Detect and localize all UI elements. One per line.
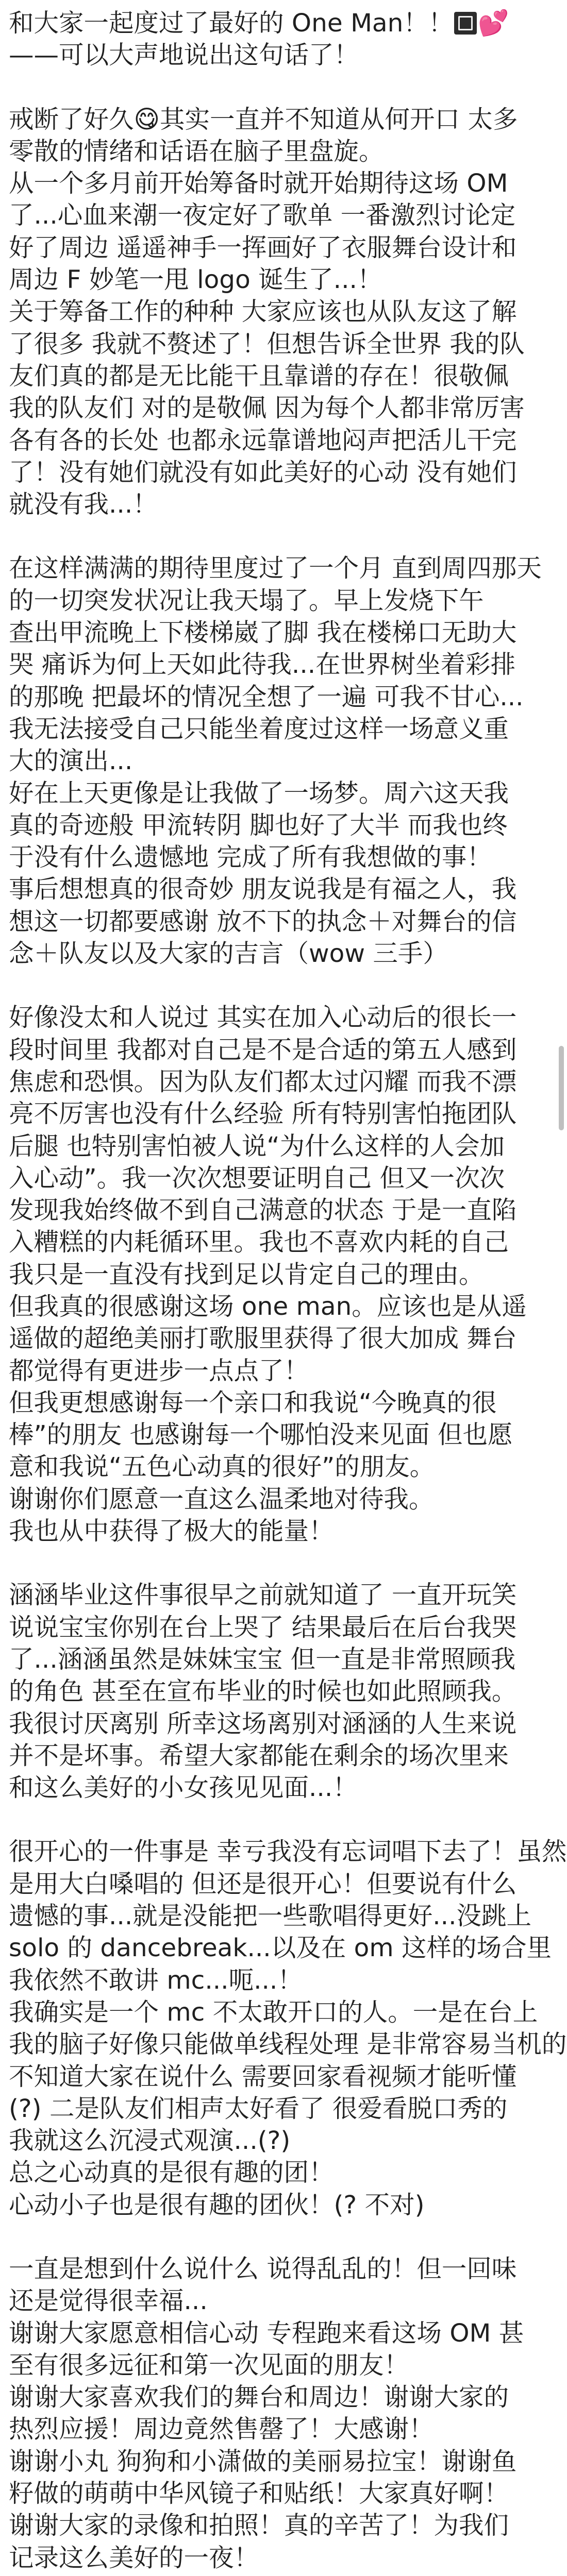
post-line [9, 2574, 545, 2576]
post-line: 谢谢小丸 狗狗和小潇做的美丽易拉宝！谢谢鱼 [9, 2447, 517, 2476]
post-line: 的一切突发状况让我天塌了。早上发烧下午 [9, 586, 484, 615]
post-line: 我只是一直没有找到足以肯定自己的理由。 [9, 1260, 484, 1289]
post-line: 说说宝宝你别在台上哭了 结果最后在后台我哭 [9, 1613, 517, 1642]
post-line: 我无法接受自己只能坐着度过这样一场意义重 [9, 714, 509, 743]
post-line: 的那晚 把最坏的情况全想了一遍 可我不甘心... [9, 682, 524, 711]
post-line: 哭 痛诉为何上天如此待我...在世界树坐着彩排 [9, 650, 516, 680]
post-line: 周边 F 妙笔一甩 logo 诞生了...！ [9, 265, 382, 295]
post-line: 我的脑子好像只能做单线程处理 是非常容易当机的 [9, 2030, 567, 2059]
post-line: 和大家一起度过了最好的 One Man！！ 💕 [9, 9, 509, 38]
post-line: 谢谢大家喜欢我们的舞台和周边！谢谢大家的 [9, 2383, 509, 2412]
post-line: 还是觉得很幸福... [9, 2286, 208, 2316]
post-section-intro [9, 7, 545, 72]
post-line: 遥做的超绝美丽打歌服里获得了很大加成 舞台 [9, 1324, 517, 1353]
post-line: 我依然不敢讲 mc...呃...！ [9, 1965, 303, 1995]
post-line: 事后想想真的很奇妙 朋友说我是有福之人，我 [9, 875, 517, 904]
paragraph-gap [9, 1804, 545, 1836]
post-line: 我确实是一个 mc 不太敢开口的人。一是在台上 [9, 1997, 538, 2027]
post-line: 至有很多远征和第一次见面的朋友！ [9, 2350, 409, 2380]
post-line: 入心动”。我一次次想要证明自己 但又一次次 [9, 1163, 505, 1193]
post-line: 一直是想到什么说什么 说得乱乱的！但一回味 [9, 2255, 517, 2283]
post-line: 大的演出... [9, 747, 133, 776]
post-line: 谢谢你们愿意一直这么温柔地对待我。 [9, 1484, 434, 1514]
post-line: 好在上天更像是让我做了一场梦。周六这天我 [9, 778, 509, 808]
post-section-thanks [9, 2253, 545, 2576]
post-line: solo 的 dancebreak...以及在 om 这样的场合里 [9, 1934, 552, 1963]
post-line: 的角色 甚至在宣布毕业的时候也如此照顾我。 [9, 1677, 517, 1706]
post-line: 真的奇迹般 甲流转阴 脚也好了大半 而我也终 [9, 810, 508, 840]
post-line: 入糟糕的内耗循环里。我也不喜欢内耗的自己 [9, 1228, 509, 1257]
paragraph-gap [9, 1547, 545, 1579]
post-section-graduation [9, 1579, 545, 1804]
paragraph-gap [9, 72, 545, 104]
post-line: 后腿 也特别害怕被人说“为什么这样的人会加 [9, 1131, 505, 1161]
paragraph-gap [9, 520, 545, 552]
post-line: 都觉得有更进步一点点了！ [9, 1356, 309, 1385]
paragraph-gap [9, 2221, 545, 2253]
post-line: 焦虑和恐惧。因为队友们都太过闪耀 而我不漂 [9, 1067, 517, 1096]
post-line: 不知道大家在说什么 需要回家看视频才能听懂 [9, 2062, 517, 2091]
post-line: 了！没有她们就没有如此美好的心动 没有她们 [9, 457, 517, 487]
post-line: 谢谢大家的录像和拍照！真的辛苦了！为我们 [9, 2511, 509, 2540]
post-line: 意和我说“五色心动真的很好”的朋友。 [9, 1452, 435, 1482]
post-line: 好了周边 遥遥神手一挥画好了衣服舞台设计和 [9, 233, 517, 262]
post-line: 段时间里 我都对自己是不是合适的第五人感到 [9, 1035, 517, 1064]
post-section-anxiety [9, 1002, 545, 1547]
post-line: 友们真的都是无比能干且靠谱的存在！很敬佩 [9, 361, 509, 391]
note-icon [454, 12, 477, 35]
post-line: 记录这么美好的一夜！ [9, 2543, 259, 2572]
post-line: 了很多 我就不赘述了！但想告诉全世界 我的队 [9, 329, 525, 359]
post-line: 亮不厉害也没有什么经验 所有特别害怕拖团队 [9, 1099, 517, 1129]
post-line: 很开心的一件事是 幸亏我没有忘词唱下去了！虽然 [9, 1837, 567, 1867]
post-line: 了...心血来潮一夜定好了歌单 一番激烈讨论定 [9, 201, 516, 230]
post-line: 心动小子也是很有趣的团伙！(? 不对) [9, 2190, 425, 2219]
post-line: 是用大白嗓唱的 但还是很开心！但要说有什么 [9, 1869, 517, 1899]
post-line: 但我更想感谢每一个亲口和我说“今晚真的很 [9, 1388, 497, 1417]
post-line: 从一个多月前开始筹备时就开始期待这场 OM [9, 169, 508, 198]
post-line: 涵涵毕业这件事很早之前就知道了 一直开玩笑 [9, 1581, 517, 1610]
post-line: 籽做的萌萌中华风镜子和贴纸！大家真好啊！ [9, 2479, 509, 2509]
post-line: 于没有什么遗憾地 完成了所有我想做的事！ [9, 843, 492, 872]
post-line: 并不是坏事。希望大家都能在剩余的场次里来 [9, 1741, 509, 1770]
post-line: 想这一切都要感谢 放不下的执念＋对舞台的信 [9, 907, 517, 936]
heart-icon: 💕 [478, 9, 509, 38]
post-line: 总之心动真的是很有趣的团！ [9, 2158, 334, 2188]
post-line: 我的队友们 对的是敬佩 因为每个人都非常厉害 [9, 394, 525, 423]
post-line: 零散的情绪和话语在脑子里盘旋。 [9, 137, 384, 166]
post-line: 关于筹备工作的种种 大家应该也从队友这了解 [9, 297, 517, 327]
post-line: 遗憾的事...就是没能把一些歌唱得更好...没跳上 [9, 1902, 532, 1931]
post-line: 热烈应援！周边竟然售罄了！大感谢！ [9, 2415, 434, 2444]
post-line: 谢谢大家愿意相信心动 专程跑来看这场 OM 甚 [9, 2318, 524, 2348]
post-line: 在这样满满的期待里度过了一个月 直到周四那天 [9, 554, 542, 583]
paragraph-gap [9, 970, 545, 1002]
post-line: 了...涵涵虽然是妹妹宝宝 但一直是非常照顾我 [9, 1645, 516, 1674]
post-line: 发现我始终做不到自己满意的状态 于是一直陷 [9, 1196, 517, 1225]
post-line: (?) 二是队友们相声太好看了 很爱看脱口秀的 [9, 2094, 508, 2123]
post-section-performance [9, 1836, 567, 2221]
post-line: 棒”的朋友 也感谢每一个哪怕没来见面 但也愿 [9, 1420, 513, 1450]
post-line: 戒断了好久😋其实一直并不知道从何开口 太多 [9, 105, 518, 134]
post-line: 我很讨厌离别 所幸这场离别对涵涵的人生来说 [9, 1709, 517, 1738]
post-section-illness [9, 552, 545, 970]
post-line: 我也从中获得了极大的能量！ [9, 1517, 334, 1546]
post-line: 我就这么沉浸式观演...(?) [9, 2126, 291, 2156]
post-line: 查出甲流晚上下楼梯崴了脚 我在楼梯口无助大 [9, 618, 517, 648]
post-line: 但我真的很感谢这场 one man。应该也是从遥 [9, 1292, 527, 1321]
post-line: ——可以大声地说出这句话了！ [9, 41, 359, 70]
post-line: 各有各的长处 也都永远靠谱地闷声把活儿干完 [9, 426, 517, 455]
post-line: 就没有我...！ [9, 490, 158, 519]
scroll-indicator[interactable] [559, 1046, 564, 1130]
post-line: 好像没太和人说过 其实在加入心动后的很长一 [9, 1003, 517, 1032]
post-line: 念＋队友以及大家的吉言（wow 三手） [9, 939, 448, 969]
post-section-preparation [9, 104, 545, 521]
post-line: 和这么美好的小女孩见见面...！ [9, 1773, 358, 1803]
